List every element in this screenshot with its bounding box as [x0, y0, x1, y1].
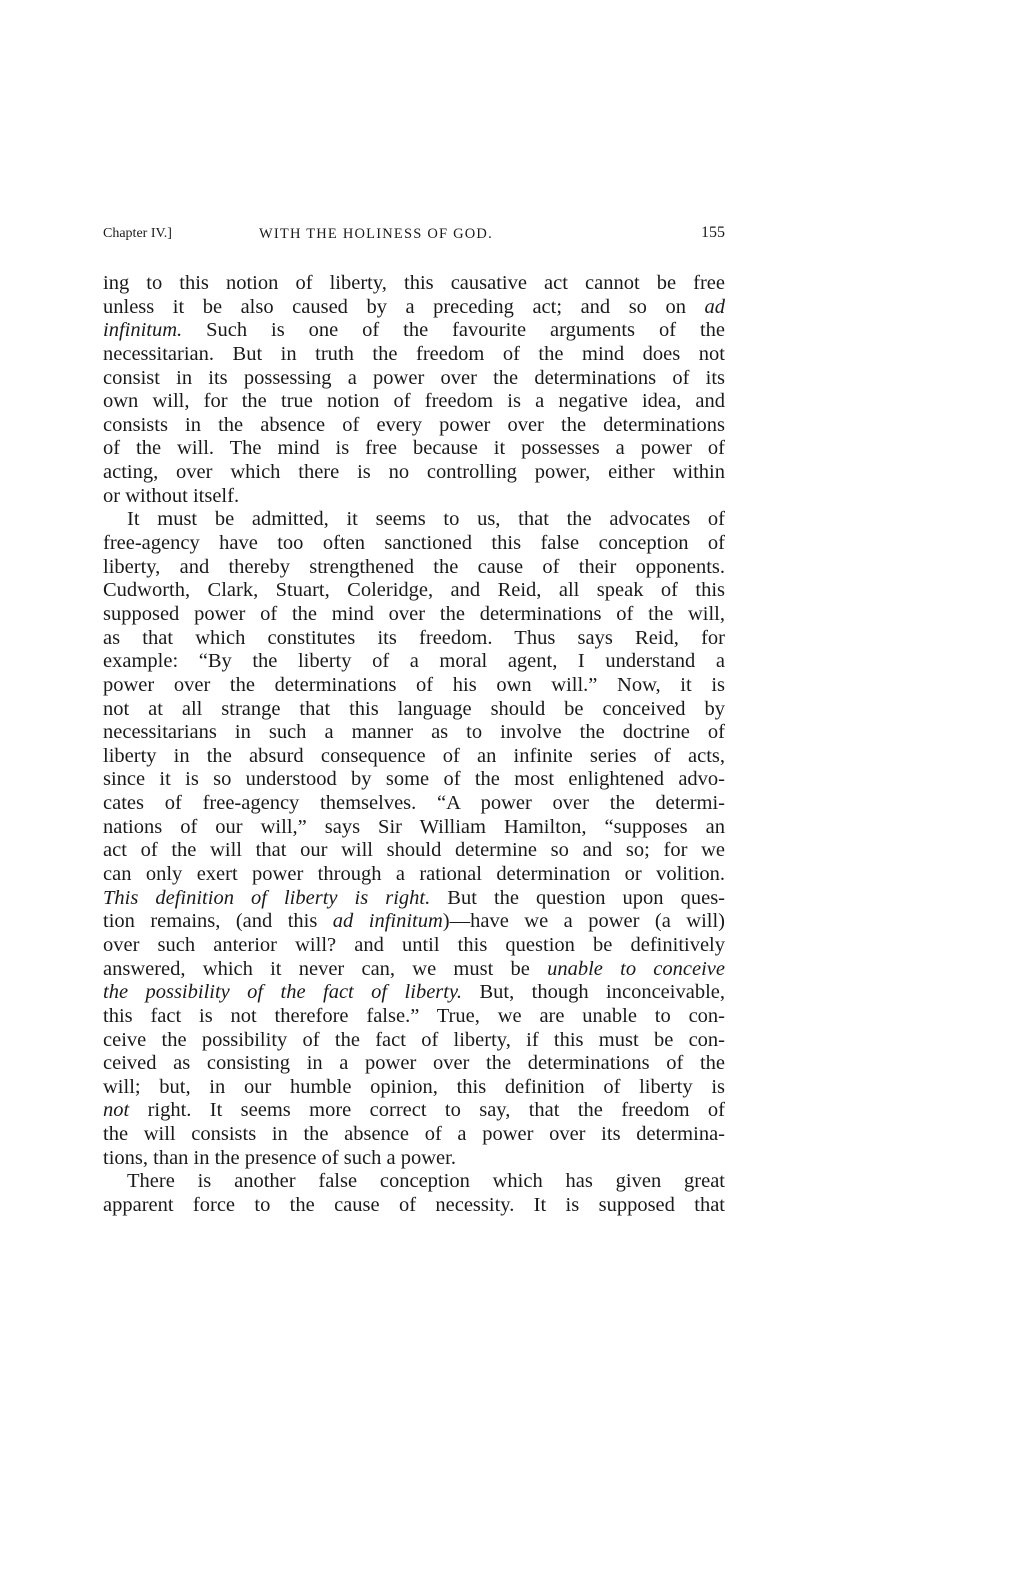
text-line	[103, 981, 725, 1005]
text-span: Such is one of the favourite arguments of the	[182, 319, 725, 342]
text-line	[103, 319, 725, 343]
text-span: can only exert power through a rational determination or volition.	[103, 863, 725, 886]
italic-text: ad infinitum	[332, 910, 443, 933]
text-span: own will, for the true notion of freedom is a negative idea, and	[103, 390, 725, 413]
text-line	[103, 792, 725, 816]
body-text	[103, 272, 725, 1218]
text-line	[103, 698, 725, 722]
italic-text: infinitum.	[103, 319, 183, 342]
text-span: answered, which it never can, we must be	[103, 957, 548, 980]
text-line	[103, 1170, 725, 1194]
text-line	[103, 1076, 725, 1100]
text-span: tion remains, (and this	[103, 910, 333, 933]
text-line	[103, 485, 725, 509]
text-span: ceive the possibility of the fact of liberty, if this must be con-	[103, 1028, 725, 1051]
text-line	[103, 437, 725, 461]
text-line	[103, 839, 725, 863]
text-span: Cudworth, Clark, Stuart, Coleridge, and Reid, all speak of this	[103, 579, 725, 602]
text-span: nations of our will,” says Sir William Hamilton, “supposes an	[103, 815, 725, 838]
text-line	[103, 910, 725, 934]
text-span: )—have we a power (a will)	[442, 910, 725, 933]
text-line	[103, 508, 725, 532]
text-span: power over the determinations of his own will.” Now, it is	[103, 673, 725, 696]
text-line	[103, 934, 725, 958]
text-line	[103, 745, 725, 769]
text-span: will; but, in our humble opinion, this definition of liberty is	[103, 1075, 725, 1098]
text-line	[103, 887, 725, 911]
text-span: free-agency have too often sanctioned this false conception of	[103, 532, 725, 555]
text-line	[103, 1147, 725, 1171]
text-line	[103, 390, 725, 414]
page-number: 155	[701, 224, 725, 241]
text-span: necessitarians in such a manner as to involve the doctrine of	[103, 721, 725, 744]
text-line	[103, 579, 725, 603]
text-line	[103, 1005, 725, 1029]
text-line	[103, 1099, 725, 1123]
text-line	[103, 532, 725, 556]
text-span: apparent force to the cause of necessity. It is supposed that	[103, 1193, 725, 1216]
text-line	[103, 343, 725, 367]
text-span: There is another false conception which has given great	[127, 1170, 725, 1193]
text-line	[103, 461, 725, 485]
text-line	[103, 556, 725, 580]
text-span: ing to this notion of liberty, this causative act cannot be free	[103, 272, 725, 294]
text-span: It must be admitted, it seems to us, that the advocates of	[127, 508, 725, 531]
text-line	[103, 603, 725, 627]
text-span: ceived as consisting in a power over the determinations of the	[103, 1052, 725, 1075]
text-line	[103, 296, 725, 320]
text-line	[103, 863, 725, 887]
chapter-label: Chapter IV.]	[103, 226, 172, 241]
text-line	[103, 958, 725, 982]
text-line	[103, 272, 725, 296]
text-span: as that which constitutes its freedom. Thus says Reid, for	[103, 626, 725, 649]
text-line	[103, 367, 725, 391]
text-line	[103, 768, 725, 792]
text-line	[103, 1052, 725, 1076]
running-head	[103, 222, 725, 252]
text-span: of the will. The mind is free because it possesses a power of	[103, 437, 725, 460]
text-line	[103, 627, 725, 651]
text-line	[103, 674, 725, 698]
text-line	[103, 414, 725, 438]
italic-text: ad	[704, 295, 725, 318]
book-page	[103, 222, 725, 1218]
text-span: act of the will that our will should determine so and so; for we	[103, 839, 725, 862]
text-span: consist in its possessing a power over the determinations of its	[103, 366, 725, 389]
text-line	[103, 1123, 725, 1147]
text-span: But the question upon ques-	[430, 886, 725, 909]
text-line	[103, 721, 725, 745]
text-span: over such anterior will? and until this question be definitively	[103, 933, 725, 956]
italic-text: not	[103, 1099, 130, 1122]
text-span: tions, than in the presence of such a power.	[103, 1146, 456, 1169]
text-span: supposed power of the mind over the determinations of the will,	[103, 602, 725, 625]
text-span: cates of free-agency themselves. “A power over the determi-	[103, 792, 725, 815]
text-span: unless it be also caused by a preceding act; and so on	[103, 295, 705, 318]
text-line	[103, 650, 725, 674]
text-span: right. It seems more correct to say, that the freedom of	[129, 1099, 725, 1122]
text-span: since it is so understood by some of the most enlightened advo-	[103, 768, 725, 791]
text-span: acting, over which there is no controlling power, either within	[103, 461, 725, 484]
text-span: this fact is not therefore false.” True, we are unable to con-	[103, 1004, 725, 1027]
text-span: But, though inconceivable,	[462, 981, 725, 1004]
running-title: WITH THE HOLINESS OF GOD.	[259, 226, 493, 242]
italic-text: This definition of liberty is right.	[103, 886, 431, 909]
text-span: consists in the absence of every power over the determinations	[103, 413, 725, 436]
text-span: liberty in the absurd consequence of an infinite series of acts,	[103, 744, 725, 767]
text-line	[103, 1194, 725, 1218]
italic-text: unable to conceive	[547, 957, 725, 980]
italic-text: the possibility of the fact of liberty.	[103, 981, 463, 1004]
text-span: the will consists in the absence of a power over its determina-	[103, 1123, 725, 1146]
text-span: not at all strange that this language should be conceived by	[103, 697, 725, 720]
text-span: or without itself.	[103, 484, 240, 507]
text-span: example: “By the liberty of a moral agent, I understand a	[103, 650, 725, 673]
text-span: liberty, and thereby strengthened the cause of their opponents.	[103, 555, 725, 578]
text-line	[103, 1029, 725, 1053]
text-span: necessitarian. But in truth the freedom of the mind does not	[103, 342, 725, 365]
text-line	[103, 816, 725, 840]
